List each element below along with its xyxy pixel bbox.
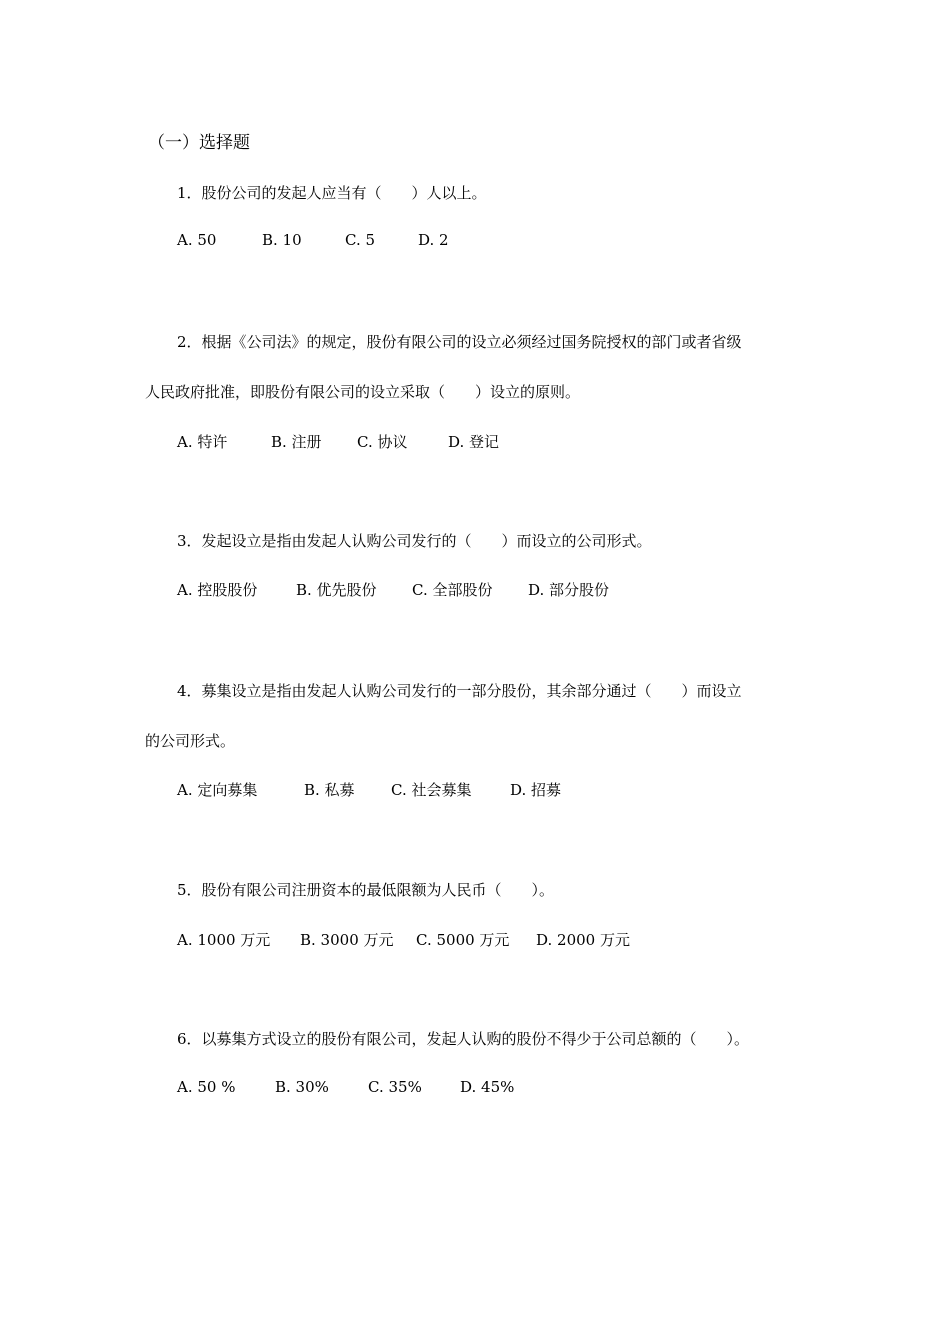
question-5-option-d: D. 2000 万元 — [536, 931, 630, 949]
question-2-text-line-2: 人民政府批准，即股份有限公司的设立采取（ ）设立的原则。 — [145, 383, 581, 401]
question-1-option-c: C. 5 — [345, 231, 376, 249]
question-5-option-a: A. 1000 万元 — [177, 931, 271, 949]
question-4-text-line-2: 的公司形式。 — [145, 732, 236, 750]
question-2-option-d: D. 登记 — [448, 433, 500, 451]
question-4-option-b: B. 私募 — [304, 781, 355, 799]
question-4-option-c: C. 社会募集 — [391, 781, 472, 799]
question-2-option-b: B. 注册 — [271, 433, 322, 451]
question-4-option-a: A. 定向募集 — [177, 781, 258, 799]
question-5-option-b: B. 3000 万元 — [300, 931, 394, 949]
question-1-option-b: B. 10 — [262, 231, 302, 249]
question-3-option-a: A. 控股股份 — [177, 581, 258, 599]
question-5-text: 5．股份有限公司注册资本的最低限额为人民币（ ）。 — [177, 881, 555, 899]
question-3-option-d: D. 部分股份 — [528, 581, 610, 599]
question-3-option-b: B. 优先股份 — [296, 581, 377, 599]
question-3-option-c: C. 全部股份 — [412, 581, 493, 599]
question-4-option-d: D. 招募 — [510, 781, 562, 799]
section-title: （一）选择题 — [148, 133, 250, 153]
question-5-option-c: C. 5000 万元 — [416, 931, 510, 949]
question-3-text: 3．发起设立是指由发起人认购公司发行的（ ）而设立的公司形式。 — [177, 532, 652, 550]
question-1-text: 1．股份公司的发起人应当有（ ）人以上。 — [177, 184, 487, 202]
question-6-text: 6．以募集方式设立的股份有限公司，发起人认购的股份不得少于公司总额的（ ）。 — [177, 1030, 750, 1048]
question-2-option-a: A. 特许 — [177, 433, 228, 451]
question-4-text-line-1: 4．募集设立是指由发起人认购公司发行的一部分股份，其余部分通过（ ）而设立 — [177, 682, 742, 700]
question-6-option-c: C. 35% — [368, 1078, 422, 1096]
question-1-option-a: A. 50 — [177, 231, 217, 249]
question-1-option-d: D. 2 — [418, 231, 449, 249]
question-6-option-b: B. 30% — [275, 1078, 329, 1096]
question-6-option-a: A. 50 % — [177, 1078, 236, 1096]
question-6-option-d: D. 45% — [460, 1078, 515, 1096]
question-2-option-c: C. 协议 — [357, 433, 408, 451]
question-2-text-line-1: 2．根据《公司法》的规定，股份有限公司的设立必须经过国务院授权的部门或者省级 — [177, 333, 742, 351]
